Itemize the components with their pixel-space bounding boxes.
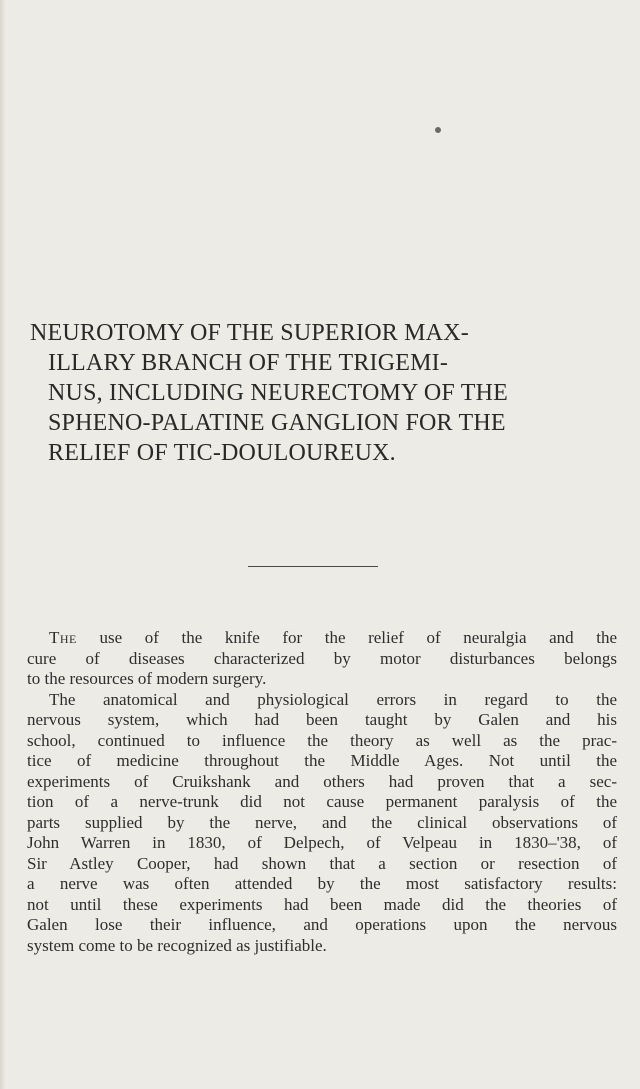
lead-word: The [49, 628, 77, 647]
paragraph-line: nervous system, which had been taught by Galen and his [27, 710, 617, 729]
paragraph-line [27, 628, 617, 649]
paragraph-line: system come to be recognized as justifiable. [27, 935, 327, 955]
page-edge-shadow [0, 0, 6, 1089]
paragraph-line: cure of diseases characterized by motor disturbances belongs [27, 648, 617, 668]
paragraph-line: Sir Astley Cooper, had shown that a section or resection of [27, 853, 617, 873]
paragraph-line: to the resources of modern surgery. [27, 669, 267, 688]
chapter-title [30, 318, 630, 468]
paragraph-line: not until these experiments had been made did the theories of [27, 894, 617, 914]
paragraph-line: Galen lose their influence, and operations upon the nervous [27, 915, 617, 934]
paragraph-line: parts supplied by the nerve, and the clinical observations of [27, 812, 617, 832]
paragraph-line-text: use of the knife for the relief of neuralgia and the [99, 628, 617, 647]
paragraph-line: school, continued to influence the theory as well as the prac- [27, 730, 617, 750]
ink-speck [435, 127, 441, 133]
title-line: RELIEF OF TIC-DOULOUREUX. [48, 440, 396, 466]
paragraph-line: tice of medicine throughout the Middle Ages. Not until the [27, 751, 617, 770]
paragraph-line: tion of a nerve-trunk did not cause permanent paralysis of the [27, 792, 617, 811]
body-text [27, 628, 617, 956]
paragraph-line: experiments of Cruikshank and others had proven that a sec- [27, 771, 617, 791]
title-line: SPHENO-PALATINE GANGLION FOR THE [48, 410, 506, 436]
title-divider-rule [248, 566, 378, 567]
title-line: NEUROTOMY OF THE SUPERIOR MAX- [30, 320, 469, 346]
title-line: NUS, INCLUDING NEURECTOMY OF THE [48, 380, 508, 406]
title-line: ILLARY BRANCH OF THE TRIGEMI- [48, 350, 449, 376]
paragraph-line: John Warren in 1830, of Delpech, of Velpeau in 1830–'38, of [27, 833, 617, 852]
paragraph-line: The anatomical and physiological errors in regard to the [49, 689, 617, 709]
paragraph-line: a nerve was often attended by the most satisfactory results: [27, 874, 617, 893]
